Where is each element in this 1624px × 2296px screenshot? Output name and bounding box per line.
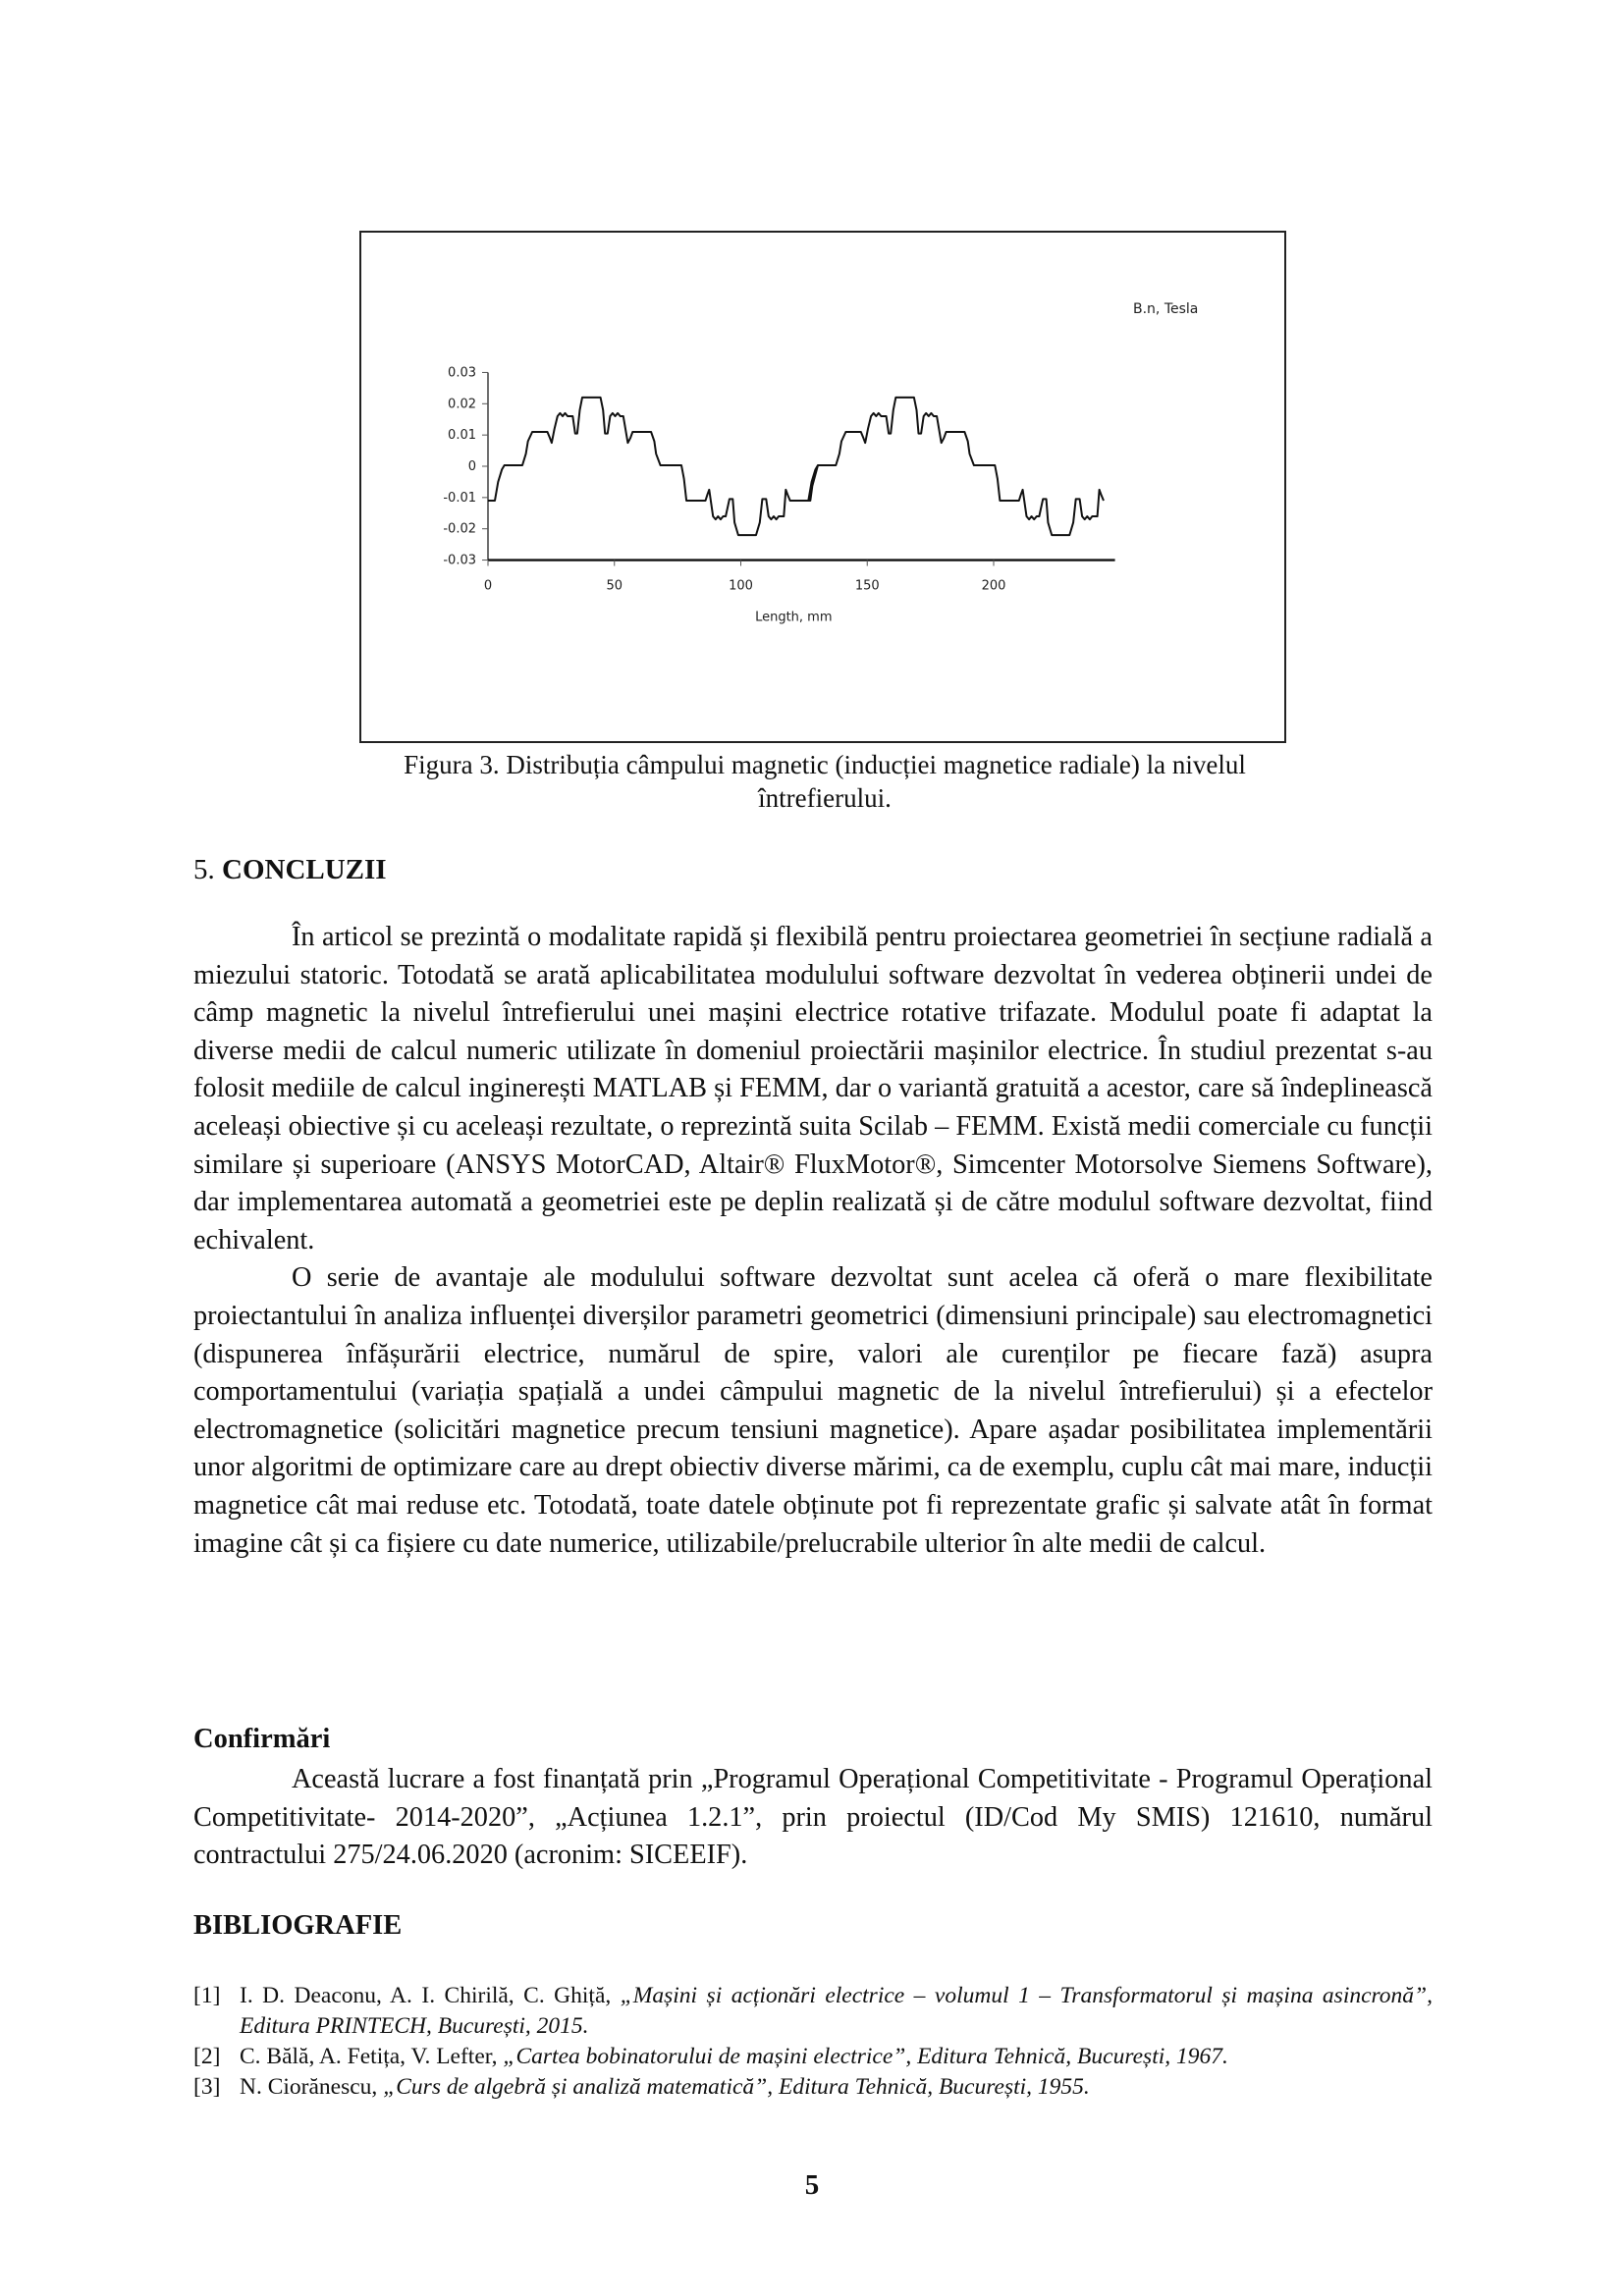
y-axis [443, 365, 488, 567]
series-line [488, 398, 1104, 535]
y-tick-label: 0.03 [448, 365, 476, 381]
reference-authors: C. Bălă, A. Fetița, V. Lefter, [240, 2044, 504, 2069]
section-heading [193, 854, 387, 886]
figure-caption [334, 748, 1316, 815]
figure-frame [359, 231, 1286, 743]
acknowledgements-heading: Confirmări [193, 1724, 331, 1754]
x-tick-label: 50 [606, 578, 623, 594]
section-title: CONCLUZII [222, 854, 387, 885]
x-tick-label: 200 [981, 578, 1006, 594]
reference-title: „Cartea bobinatorului de mașini electrice”, Editura Tehnică, București, 1967. [503, 2044, 1228, 2069]
bibliography-list [193, 1981, 1433, 2103]
y-tick-label: 0 [467, 459, 476, 474]
series [488, 398, 1104, 535]
reference-item [193, 1981, 1433, 2042]
x-axis [484, 561, 1115, 594]
x-axis-label: Length, mm [755, 610, 833, 625]
y-tick-label: -0.03 [443, 553, 476, 568]
reference-authors: N. Ciorănescu, [240, 2074, 384, 2100]
section-number: 5. [193, 854, 215, 885]
series-label: B.n, Tesla [1133, 301, 1199, 317]
reference-number: [1] [193, 1983, 221, 2008]
reference-authors: I. D. Deaconu, A. I. Chirilă, C. Ghiță, [240, 1983, 621, 2008]
x-tick-label: 0 [483, 578, 493, 594]
reference-number: [2] [193, 2044, 221, 2069]
x-tick-label: 150 [854, 578, 880, 594]
reference-item [193, 2042, 1433, 2072]
reference-title: „Mașini și acționări electrice – volumul 1 – Transformatorul și mașina asincronă”, Editura PRINTECH, București, 2015. [240, 1983, 1433, 2039]
y-tick-label: 0.02 [448, 397, 476, 412]
figure-caption-line-2: întrefierului. [758, 783, 892, 813]
reference-item [193, 2072, 1433, 2103]
x-tick-label: 100 [729, 578, 753, 594]
paragraph-2: O serie de avantaje ale modulului software dezvoltat sunt acelea că oferă o mare flexibilitate proiectantului în analiza influenței diverșilor parametri geometrici (dimensiuni principale) sau electromagnetici (dispunerea înfășurării electrice, numărul de spire, valori ale curenților pe fiecare fază) asupra comportamentului (variația spațială a undei câmpului magnetic de la nivelul întrefierului) și a efectelor electromagnetice (solicitări magnetice precum tensiuni magnetice). Apare așadar posibilitatea implementării unor algoritmi de optimizare care au drept obiectiv diverse mărimi, ca de exemplu, cuplu cât mai mare, inducții magnetice cât mai reduse etc. Totodată, toate datele obținute pot fi reprezentate grafic și salvate atât în format imagine cât și ca fișiere cu date numerice, utilizabile/prelucrabile ulterior în alte medii de calcul. [193, 1262, 1433, 1559]
y-tick-label: -0.02 [443, 521, 476, 537]
acknowledgements-text: Această lucrare a fost finanțată prin „Programul Operațional Competitivitate - Programul Operațional Competitivitate- 2014-2020”, „Acțiunea 1.2.1”, prin proiectul (ID/Cod My SMIS) 121610, numărul contractului 275/24.06.2020 (acronim: SICEEIF). [193, 1764, 1433, 1871]
bibliography-heading: BIBLIOGRAFIE [193, 1910, 403, 1941]
y-tick-label: -0.01 [443, 490, 476, 506]
section-body [193, 919, 1433, 1563]
reference-title: „Curs de algebră și analiză matematică”, Editura Tehnică, București, 1955. [383, 2074, 1090, 2100]
acknowledgements-body [193, 1761, 1433, 1875]
y-tick-label: 0.01 [448, 428, 476, 444]
page-number: 5 [804, 2169, 820, 2201]
figure-caption-line-1: Figura 3. Distribuția câmpului magnetic (inducției magnetice radiale) la nivelul [404, 750, 1246, 779]
paragraph-1: În articol se prezintă o modalitate rapidă și flexibilă pentru proiectarea geometriei în secțiune radială a miezului statoric. Totodată se arată aplicabilitatea modulului software dezvoltat în vederea obținerii undei de câmp magnetic la nivelul întrefierului unei mașini electrice rotative trifazate. Modulul poate fi adaptat la diverse medii de calcul numeric utilizate în domeniul proiectării mașinilor electrice. În studiul prezentat s-au folosit mediile de calcul inginerești MATLAB și FEMM, dar o variantă gratuită a acestor, care să îndeplinească aceleași obiective și cu aceleași rezultate, o reprezintă suita Scilab – FEMM. Există medii comerciale cu funcții similare și superioare (ANSYS MotorCAD, Altair® FluxMotor®, Simcenter Motorsolve Siemens Software), dar implementarea automată a geometriei este pe deplin realizată și de către modulul software dezvoltat, fiind echivalent. [193, 922, 1433, 1255]
chart [361, 233, 1288, 745]
reference-number: [3] [193, 2074, 221, 2100]
